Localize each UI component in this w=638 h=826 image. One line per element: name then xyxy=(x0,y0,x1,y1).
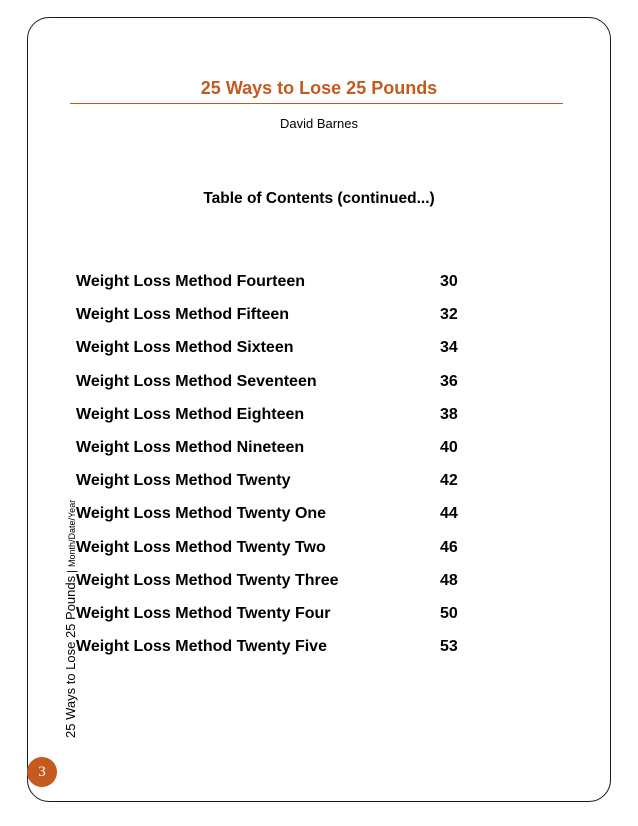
toc-entry-page-number: 53 xyxy=(440,638,458,656)
toc-entry-page-number: 40 xyxy=(440,438,458,456)
toc-entry-label: Weight Loss Method Seventeen xyxy=(76,372,317,390)
toc-entry-page-number: 44 xyxy=(440,505,458,523)
page-number-badge: 3 xyxy=(27,757,57,787)
toc-entry-page-number: 32 xyxy=(440,306,458,324)
toc-entry xyxy=(76,571,476,604)
toc-entry-label: Weight Loss Method Twenty Three xyxy=(76,571,339,589)
toc-entry-label: Weight Loss Method Fourteen xyxy=(76,273,306,290)
toc-entry xyxy=(76,405,476,438)
toc-entry xyxy=(76,438,476,471)
toc-entry-page-number: 38 xyxy=(440,405,458,423)
toc-list xyxy=(76,272,476,670)
toc-entry-label: Weight Loss Method Twenty One xyxy=(76,505,327,523)
toc-entry xyxy=(76,338,476,371)
toc-entry-page-number: 46 xyxy=(440,538,458,556)
toc-entry xyxy=(76,305,476,338)
toc-entry-label: Weight Loss Method Twenty Four xyxy=(76,604,331,622)
toc-entry-label: Weight Loss Method Sixteen xyxy=(76,339,294,357)
toc-entry-page-number: 48 xyxy=(440,571,458,589)
toc-entry xyxy=(76,471,476,504)
toc-entry xyxy=(76,637,476,670)
document-title xyxy=(0,78,638,99)
toc-heading: Table of Contents (continued...) xyxy=(203,190,435,207)
toc-entry-label: Weight Loss Method Twenty xyxy=(76,472,291,490)
title-underline-rule xyxy=(70,103,563,104)
toc-entry-page-number: 50 xyxy=(440,604,458,622)
toc-entry xyxy=(76,372,476,405)
toc-entry xyxy=(76,604,476,637)
toc-entry-label: Weight Loss Method Eighteen xyxy=(76,405,305,423)
toc-entry xyxy=(76,272,476,305)
toc-entry-page-number: 30 xyxy=(440,273,458,290)
toc-entry-page-number: 36 xyxy=(440,372,458,390)
toc-entry-label: Weight Loss Method Twenty Two xyxy=(76,538,326,556)
running-date: Month/Date/Year xyxy=(67,499,77,568)
toc-entry xyxy=(76,538,476,571)
toc-entry-page-number: 34 xyxy=(440,339,458,357)
document-title-text: 25 Ways to Lose 25 Pounds xyxy=(200,78,438,98)
toc-entry-page-number: 42 xyxy=(440,472,458,490)
toc-entry-label: Weight Loss Method Fifteen xyxy=(76,306,290,324)
side-running-header xyxy=(63,500,78,738)
toc-entry xyxy=(76,504,476,537)
running-title: 25 Ways to Lose 25 Pounds xyxy=(63,575,78,738)
toc-entry-label: Weight Loss Method Nineteen xyxy=(76,438,305,456)
toc-entry-label: Weight Loss Method Twenty Five xyxy=(76,638,327,656)
running-separator: | xyxy=(66,570,78,573)
author-name: David Barnes xyxy=(279,116,359,131)
